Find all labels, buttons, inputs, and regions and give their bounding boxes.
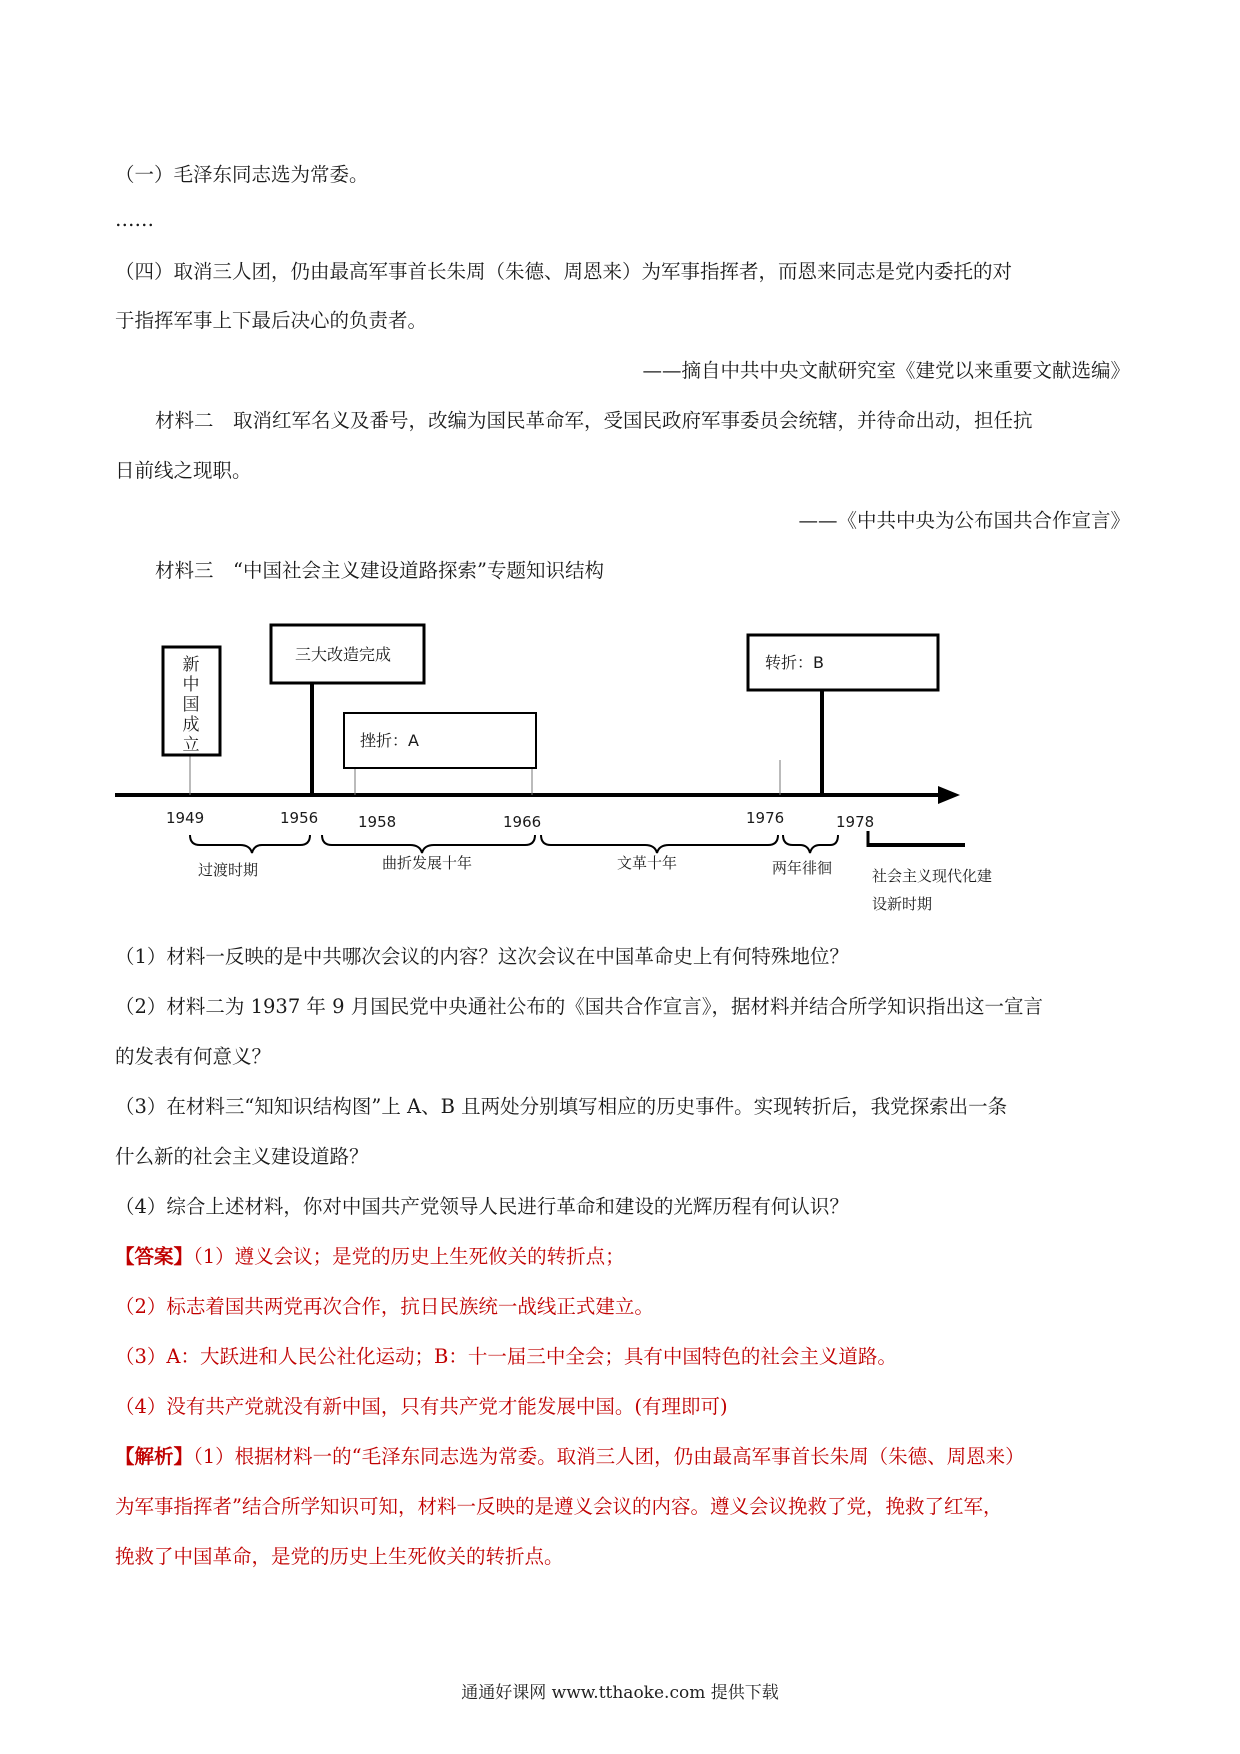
analysis-line: 为军事指挥者”结合所学知识可知，材料一反映的是遵义会议的内容。遵义会议挽救了党，挽救了红军， [115, 1495, 1003, 1518]
period-label: 曲折发展十年 [382, 854, 473, 872]
answer-line: （4）没有共产党就没有新中国，只有共产党才能发展中国。(有理即可) [115, 1395, 728, 1418]
period-label: 两年徘徊 [772, 859, 833, 877]
box-setback-label: 挫折：A [360, 731, 419, 750]
box-new-china-char: 成 [182, 715, 200, 735]
box-new-china-char: 新 [182, 655, 200, 675]
period-label: 社会主义现代化建 [872, 867, 993, 885]
timeline-diagram [0, 605, 1240, 925]
answer-label: 【答案】 [115, 1245, 194, 1268]
paragraph-line: 于指挥军事上下最后决心的负责者。 [115, 309, 428, 332]
period-brace [190, 835, 310, 853]
box-new-china-char: 国 [182, 695, 200, 715]
period-brace [541, 835, 778, 853]
question-line: （3）在材料三“知知识结构图”上 A、B 且两处分别填写相应的历史事件。实现转折后，我党探索出一条 [115, 1095, 1008, 1118]
paragraph-line: （四）取消三人团，仍由最高军事首长朱周（朱德、周恩来）为军事指挥者，而恩来同志是党内委托的对 [115, 260, 1013, 283]
year-label: 1958 [358, 813, 397, 831]
year-label: 1978 [836, 813, 875, 831]
question-line: 什么新的社会主义建设道路？ [115, 1145, 369, 1168]
year-label: 1966 [503, 813, 542, 831]
period-label: 过渡时期 [198, 861, 259, 879]
year-label: 1956 [280, 809, 319, 827]
period-brace [783, 835, 838, 853]
material-two-line: 材料二 取消红军名义及番号，改编为国民革命军，受国民政府军事委员会统辖，并待命出动，担任抗 [155, 409, 1033, 432]
source-citation: ——摘自中共中央文献研究室《建党以来重要文献选编》 [642, 359, 1130, 382]
answer-line: （3）A：大跃进和人民公社化运动；B：十一届三中全会；具有中国特色的社会主义道路。 [115, 1345, 897, 1368]
question-line: （2）材料二为 1937 年 9 月国民党中央通社公布的《国共合作宣言》，据材料并结合所学知识指出这一宣言 [115, 995, 1043, 1018]
period-brace [322, 835, 535, 853]
source-citation: ——《中共中央为公布国共合作宣言》 [798, 509, 1130, 532]
analysis-line: 挽救了中国革命，是党的历史上生死攸关的转折点。 [115, 1545, 564, 1568]
answer-line: （2）标志着国共两党再次合作，抗日民族统一战线正式建立。 [115, 1295, 654, 1318]
answer-line [115, 1242, 1130, 1272]
box-turning-point-label: 转折：B [765, 653, 824, 672]
analysis-line [115, 1442, 1130, 1472]
material-three-title: 材料三 “中国社会主义建设道路探索”专题知识结构 [155, 559, 604, 582]
analysis-text: （1）根据材料一的“毛泽东同志选为常委。取消三人团，仍由最高军事首长朱周（朱德、周恩来） [193, 1445, 1025, 1468]
ellipsis-line: …… [115, 208, 154, 231]
year-label: 1949 [166, 809, 205, 827]
footer: 通通好课网 www.tthaoke.com 提供下载 [461, 1683, 779, 1703]
year-label: 1976 [746, 809, 785, 827]
period-label: 设新时期 [872, 895, 933, 913]
answer-text: （1）遵义会议；是党的历史上生死攸关的转折点； [193, 1245, 625, 1268]
box-three-reforms-label: 三大改造完成 [295, 645, 392, 664]
timeline-arrow-head [938, 786, 960, 804]
box-new-china-char: 立 [182, 735, 200, 755]
paragraph-line: （一）毛泽东同志选为常委。 [115, 163, 369, 186]
period-label: 文革十年 [617, 854, 678, 872]
question-line: （4）综合上述材料，你对中国共产党领导人民进行革命和建设的光辉历程有何认识？ [115, 1195, 849, 1218]
material-two-line: 日前线之现职。 [115, 459, 252, 482]
analysis-label: 【解析】 [115, 1445, 194, 1468]
box-new-china-char: 中 [182, 675, 200, 695]
question-line: （1）材料一反映的是中共哪次会议的内容？这次会议在中国革命史上有何特殊地位？ [115, 945, 849, 968]
question-line: 的发表有何意义？ [115, 1045, 272, 1068]
